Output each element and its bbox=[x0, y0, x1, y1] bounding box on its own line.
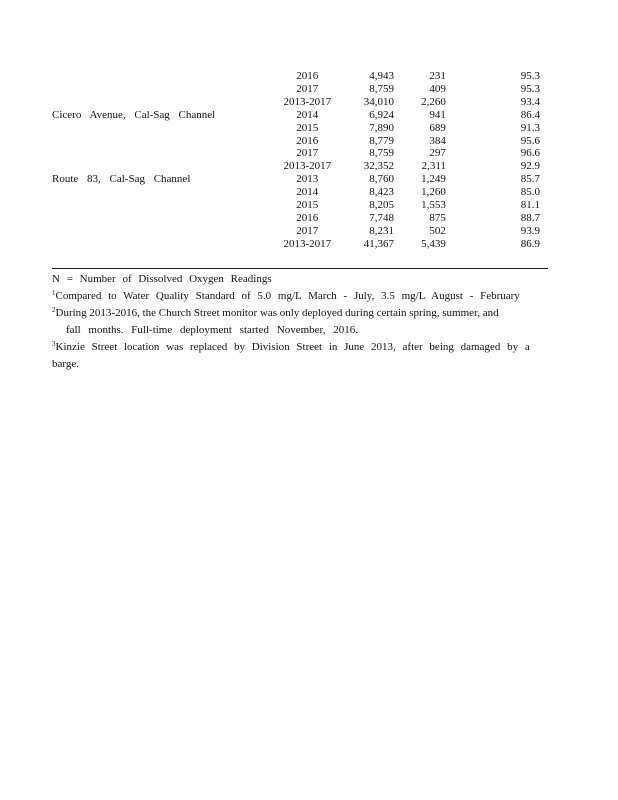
year-cell: 2017 bbox=[296, 147, 319, 160]
percent-compliance-cell: 95.3 bbox=[520, 82, 540, 95]
percent-compliance-cell: 95.3 bbox=[520, 70, 540, 82]
dissolved-oxygen-table bbox=[52, 70, 548, 251]
readings-count-cell: 7,748 bbox=[369, 211, 394, 224]
readings-count-cell: 8,759 bbox=[369, 147, 394, 160]
readings-count-cell: 8,759 bbox=[369, 82, 394, 95]
below-standard-count-cell: 1,260 bbox=[421, 186, 446, 199]
footnote-3-marker: 3 bbox=[52, 340, 56, 348]
below-standard-count-cell: 2,260 bbox=[421, 95, 446, 108]
table-row bbox=[52, 212, 548, 225]
readings-count-cell: 7,890 bbox=[369, 121, 394, 134]
footnote-1-text: Compared to Water Quality Standard of 5.0 mg/L March - July, 3.5 mg/L August - February bbox=[55, 290, 520, 302]
table-row bbox=[52, 70, 548, 83]
percent-compliance-cell: 91.3 bbox=[520, 121, 540, 134]
percent-compliance-cell: 85.7 bbox=[520, 173, 540, 186]
table-row bbox=[52, 96, 548, 109]
readings-count-cell: 8,760 bbox=[369, 173, 394, 186]
below-standard-count-cell: 2,311 bbox=[421, 160, 446, 173]
below-standard-count-cell: 297 bbox=[429, 147, 446, 160]
table-row bbox=[52, 186, 548, 199]
percent-compliance-cell: 86.9 bbox=[520, 237, 540, 250]
readings-count-cell: 8,205 bbox=[369, 199, 394, 212]
table-row bbox=[52, 160, 548, 173]
location-cell bbox=[52, 238, 278, 251]
footnote-2-line-2: fall months. Full-time deployment started November, 2016. bbox=[66, 324, 358, 336]
readings-count-cell: 8,231 bbox=[369, 224, 394, 237]
percent-compliance-cell: 92.9 bbox=[520, 160, 540, 173]
footnote-3-text: Kinzie Street location was replaced by Division Street in June 2013, after being damaged by a barge. bbox=[52, 341, 530, 370]
below-standard-count-cell: 875 bbox=[429, 211, 446, 224]
location-cell bbox=[52, 199, 278, 212]
footnote-1-marker: 1 bbox=[52, 289, 56, 297]
table-row bbox=[52, 173, 548, 186]
percent-compliance-cell: 93.4 bbox=[520, 95, 540, 108]
readings-count-cell: 8,779 bbox=[369, 134, 394, 147]
location-cell bbox=[52, 96, 278, 109]
table-row bbox=[52, 109, 548, 122]
table-row bbox=[52, 238, 548, 251]
table-body bbox=[52, 70, 548, 251]
year-cell: 2013-2017 bbox=[283, 237, 332, 250]
below-standard-count-cell: 502 bbox=[429, 224, 446, 237]
percent-compliance-cell: 81.1 bbox=[520, 199, 540, 212]
year-cell: 2014 bbox=[296, 186, 319, 199]
percent-compliance-cell: 93.9 bbox=[520, 224, 540, 237]
year-cell: 2017 bbox=[296, 82, 319, 95]
year-cell: 2014 bbox=[296, 108, 319, 121]
percent-compliance-cell: 95.6 bbox=[520, 134, 540, 147]
below-standard-count-cell: 1,553 bbox=[421, 199, 446, 212]
below-standard-count-cell: 5,439 bbox=[421, 237, 446, 250]
location-cell bbox=[52, 186, 278, 199]
location-cell bbox=[52, 122, 278, 135]
location-cell bbox=[52, 70, 278, 83]
location-cell bbox=[52, 212, 278, 225]
footnote-3 bbox=[52, 339, 546, 373]
below-standard-count-cell: 689 bbox=[429, 121, 446, 134]
year-cell: 2016 bbox=[296, 134, 319, 147]
year-cell: 2016 bbox=[296, 211, 319, 224]
year-cell: 2015 bbox=[296, 199, 319, 212]
table-row bbox=[52, 199, 548, 212]
location-cell bbox=[52, 160, 278, 173]
year-cell: 2015 bbox=[296, 121, 319, 134]
footnote-2 bbox=[52, 305, 546, 339]
below-standard-count-cell: 231 bbox=[429, 70, 446, 82]
percent-compliance-cell: 85.0 bbox=[520, 186, 540, 199]
year-cell: 2013-2017 bbox=[283, 160, 332, 173]
location-cell: Route 83, Cal-Sag Channel bbox=[52, 173, 191, 186]
readings-count-cell: 34,010 bbox=[363, 95, 394, 108]
readings-count-cell: 8,423 bbox=[369, 186, 394, 199]
year-cell: 2016 bbox=[296, 70, 319, 82]
below-standard-count-cell: 409 bbox=[429, 82, 446, 95]
table-row bbox=[52, 122, 548, 135]
location-cell bbox=[52, 83, 278, 96]
location-cell bbox=[52, 147, 278, 160]
year-cell: 2013 bbox=[296, 173, 319, 186]
table-row bbox=[52, 225, 548, 238]
percent-compliance-cell: 86.4 bbox=[520, 108, 540, 121]
location-cell bbox=[52, 225, 278, 238]
below-standard-count-cell: 941 bbox=[429, 108, 446, 121]
readings-count-cell: 41,367 bbox=[363, 237, 394, 250]
location-cell: Cicero Avenue, Cal-Sag Channel bbox=[52, 108, 216, 121]
year-cell: 2013-2017 bbox=[283, 95, 332, 108]
footnotes bbox=[52, 271, 546, 373]
footnote-n-definition: N = Number of Dissolved Oxygen Readings bbox=[52, 273, 272, 285]
readings-count-cell: 4,943 bbox=[369, 70, 394, 82]
footnote-divider bbox=[52, 268, 548, 269]
readings-count-cell: 32,352 bbox=[363, 160, 394, 173]
table-row bbox=[52, 147, 548, 160]
percent-compliance-cell: 88.7 bbox=[520, 211, 540, 224]
footnote-2-line-1: During 2013-2016, the Church Street monitor was only deployed during certain spring, summer, and bbox=[55, 307, 499, 319]
percent-compliance-cell: 96.6 bbox=[520, 147, 540, 160]
year-cell: 2017 bbox=[296, 224, 319, 237]
below-standard-count-cell: 384 bbox=[429, 134, 446, 147]
footnote-1 bbox=[52, 288, 546, 305]
table-row bbox=[52, 135, 548, 148]
readings-count-cell: 6,924 bbox=[369, 108, 394, 121]
footnote-2-marker: 2 bbox=[52, 306, 56, 314]
below-standard-count-cell: 1,249 bbox=[421, 173, 446, 186]
table-row bbox=[52, 83, 548, 96]
location-cell bbox=[52, 135, 278, 148]
